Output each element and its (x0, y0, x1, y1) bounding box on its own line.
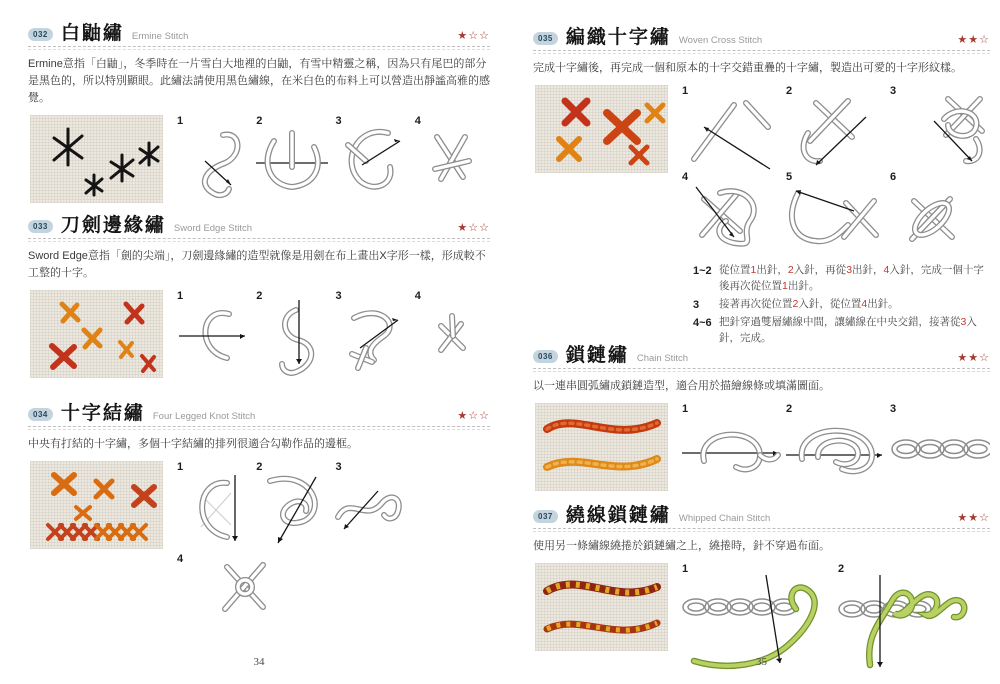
header-divider (28, 426, 490, 430)
diagram-step-3 (886, 85, 990, 171)
diagram-step-1 (173, 115, 252, 207)
thread-diagram (332, 469, 411, 553)
difficulty-stars: ★☆☆ (457, 410, 490, 422)
diagram-step-2 (834, 563, 990, 667)
instruction-step-text: 把針穿過雙層繡線中間，讓繡線在中央交錯，接著從3入針，完成。 (719, 316, 977, 344)
diagram-step-number: 2 (256, 461, 263, 474)
diagram-step-number: 2 (256, 290, 263, 303)
diagram-step-number: 4 (177, 553, 184, 566)
diagram-step-1 (173, 461, 252, 553)
knot-stitches-image (30, 461, 163, 549)
diagram-steps (173, 461, 490, 553)
whipped-chain-stitches-image (535, 563, 668, 651)
header-divider (28, 238, 490, 242)
diagram-steps (678, 403, 990, 495)
diagram-step-4 (678, 171, 782, 257)
diagram-step-number: 3 (335, 290, 342, 303)
section-subtitle-en: Sword Edge Stitch (173, 223, 253, 234)
finished-stitch-diagram (411, 123, 490, 207)
stitch-photo-ermine (30, 115, 163, 203)
header-divider (533, 50, 990, 54)
section-number-badge: 036 (533, 350, 558, 363)
section-chain-stitch (533, 346, 990, 495)
thread-diagram (173, 298, 252, 382)
thread-diagram (332, 298, 411, 382)
section-description: 使用另一條繡線繞捲於鎖鏈繡之上，繞捲時，針不穿過布面。 (533, 540, 830, 552)
diagram-step-number: 3 (335, 115, 342, 128)
diagram-step-number: 1 (682, 85, 689, 98)
diagram-step-number: 2 (838, 563, 845, 576)
section-subtitle-en: Ermine Stitch (131, 31, 189, 42)
thread-diagram (678, 93, 782, 173)
figure-row (533, 403, 990, 495)
diagram-step-number: 1 (177, 290, 184, 303)
diagram-step-1 (173, 290, 252, 382)
chain-stitches-image (535, 403, 668, 491)
sword-edge-stitches-image (30, 290, 163, 378)
figure-row (28, 290, 490, 382)
ermine-stitches-image (30, 115, 163, 203)
diagram-steps (678, 85, 990, 257)
thread-diagram (332, 123, 411, 207)
section-number-badge: 037 (533, 510, 558, 523)
diagram-step-1 (678, 85, 782, 171)
section-header (533, 346, 990, 368)
stitch-photo-sword-edge (30, 290, 163, 378)
section-title: 白鼬繡 (60, 23, 124, 44)
diagram-step-6 (886, 171, 990, 257)
section-number-badge: 035 (533, 32, 558, 45)
woven-cross-stitches-image (535, 85, 668, 173)
stitch-photo-chain (535, 403, 668, 491)
thread-diagram (782, 179, 886, 259)
section-four-legged-knot-stitch (28, 404, 490, 635)
instruction-step (693, 263, 990, 295)
page-number: 34 (253, 656, 265, 668)
diagram-step-number: 1 (177, 115, 184, 128)
section-ermine-stitch (28, 24, 490, 207)
diagram-step-3 (886, 403, 990, 495)
thread-diagram (782, 411, 886, 485)
figure-row (28, 115, 490, 207)
section-description: 中央有打結的十字繡，多個十字結繡的排列很適合勾勒作品的邊框。 (28, 438, 358, 450)
instruction-step-label: 4~6 (693, 317, 712, 330)
header-divider (533, 528, 990, 532)
diagram-step-4 (411, 115, 490, 207)
finished-stitch-diagram (886, 179, 990, 259)
instruction-step-text: 從位置1出針，2入針，再從3出針，4入針，完成一個十字後再次從位置1出針。 (719, 264, 984, 292)
section-title: 鎖鏈繡 (565, 345, 629, 366)
instruction-step-text: 接著再次從位置2入針，從位置4出針。 (719, 297, 899, 310)
finished-stitch-diagram (886, 411, 990, 485)
diagram-steps-row2 (173, 553, 490, 635)
diagram-step-number: 1 (682, 563, 689, 576)
diagram-step-number: 3 (890, 85, 897, 98)
difficulty-stars: ★☆☆ (457, 30, 490, 42)
diagram-step-number: 2 (786, 403, 793, 416)
thread-diagram (252, 469, 331, 553)
diagram-step-1 (678, 403, 782, 495)
instruction-step-label: 1~2 (693, 265, 712, 278)
diagram-row-1 (678, 85, 990, 171)
diagram-step-3 (332, 115, 411, 207)
figure-row (533, 85, 990, 257)
diagram-step-5 (782, 171, 886, 257)
diagram-steps (678, 563, 990, 667)
diagram-step-number: 3 (890, 403, 897, 416)
diagram-row-2 (678, 171, 990, 257)
thread-diagram (782, 93, 886, 173)
section-header (28, 404, 490, 426)
section-header (533, 506, 990, 528)
section-title: 編織十字繡 (565, 27, 671, 48)
section-subtitle-en: Whipped Chain Stitch (678, 513, 771, 524)
diagram-step-number: 4 (682, 171, 689, 184)
thread-diagram (173, 469, 252, 553)
difficulty-stars: ★☆☆ (457, 222, 490, 234)
instruction-step (693, 315, 990, 347)
section-header (28, 216, 490, 238)
stitch-photo-woven-cross (535, 85, 668, 173)
section-title: 刀劍邊緣繡 (60, 215, 166, 236)
instructions (693, 263, 990, 347)
diagram-step-1 (678, 563, 834, 667)
section-whipped-chain-stitch (533, 506, 990, 667)
finished-stitch-diagram (203, 555, 293, 633)
difficulty-stars: ★★☆ (957, 512, 990, 524)
section-header (533, 28, 990, 50)
instruction-step (693, 297, 990, 314)
diagram-step-4 (411, 290, 490, 382)
section-subtitle-en: Woven Cross Stitch (678, 35, 763, 46)
diagram-step-2 (252, 461, 331, 553)
thread-diagram (173, 123, 252, 207)
diagram-step-3 (332, 461, 411, 553)
section-subtitle-en: Four Legged Knot Stitch (152, 411, 256, 422)
diagram-step-number: 6 (890, 171, 897, 184)
thread-diagram (678, 179, 782, 259)
finished-stitch-diagram (411, 298, 490, 382)
thread-diagram (678, 411, 782, 485)
thread-diagram (886, 93, 990, 173)
thread-diagram (252, 123, 331, 207)
diagram-step-number: 1 (682, 403, 689, 416)
stitch-photo-four-legged-knot (30, 461, 163, 549)
section-number-badge: 032 (28, 28, 53, 41)
diagram-step-number: 5 (786, 171, 793, 184)
section-title: 繞線鎖鏈繡 (565, 505, 671, 526)
figure-row (533, 563, 990, 667)
section-woven-cross-stitch (533, 28, 990, 349)
thread-diagram (252, 298, 331, 382)
diagram-spacer (411, 461, 490, 553)
section-description: Ermine意指「白鼬」，冬季時在一片雪白大地裡的白鼬，有雪中精靈之稱，因為只有尾巴的部分是黑色的，所以特別顯眼。此繡法請使用黑色繡線，在米白色的布料上可以營造出靜謐高雅的感覺。 (28, 58, 490, 105)
diagram-step-number: 4 (414, 290, 421, 303)
section-description: 完成十字繡後，再完成一個和原本的十字交錯重疊的十字繡，製造出可愛的十字形紋樣。 (533, 62, 962, 74)
diagram-step-2 (782, 403, 886, 495)
instruction-step-label: 3 (693, 298, 700, 311)
stitch-photo-whipped-chain (535, 563, 668, 651)
diagram-step-number: 1 (177, 461, 184, 474)
section-title: 十字結繡 (60, 403, 145, 424)
page-right (533, 24, 990, 672)
diagram-step-number: 2 (256, 115, 263, 128)
header-divider (28, 46, 490, 50)
diagram-step-number: 3 (335, 461, 342, 474)
diagram-step-2 (252, 290, 331, 382)
figure-row (28, 461, 490, 635)
difficulty-stars: ★★☆ (957, 352, 990, 364)
section-number-badge: 033 (28, 220, 53, 233)
section-header (28, 24, 490, 46)
diagram-steps (173, 290, 490, 382)
diagram-step-2 (252, 115, 331, 207)
diagram-step-3 (332, 290, 411, 382)
header-divider (533, 368, 990, 372)
diagram-step-2 (782, 85, 886, 171)
diagram-steps (173, 115, 490, 207)
section-sword-edge-stitch (28, 216, 490, 382)
section-description: Sword Edge意指「劍的尖端」，刀劍邊緣繡的造型就像是用劍在布上畫出X字形一樣，形成較不工整的十字。 (28, 250, 486, 280)
section-number-badge: 034 (28, 408, 53, 421)
diagram-step-number: 2 (786, 85, 793, 98)
diagram-step-number: 4 (414, 115, 421, 128)
difficulty-stars: ★★☆ (957, 34, 990, 46)
page-left (28, 24, 490, 672)
page-number: 35 (756, 656, 767, 668)
section-subtitle-en: Chain Stitch (636, 353, 689, 364)
section-description: 以一連串圓弧繡成鎖鏈造型，適合用於描繪線條或填滿圖面。 (533, 380, 830, 392)
